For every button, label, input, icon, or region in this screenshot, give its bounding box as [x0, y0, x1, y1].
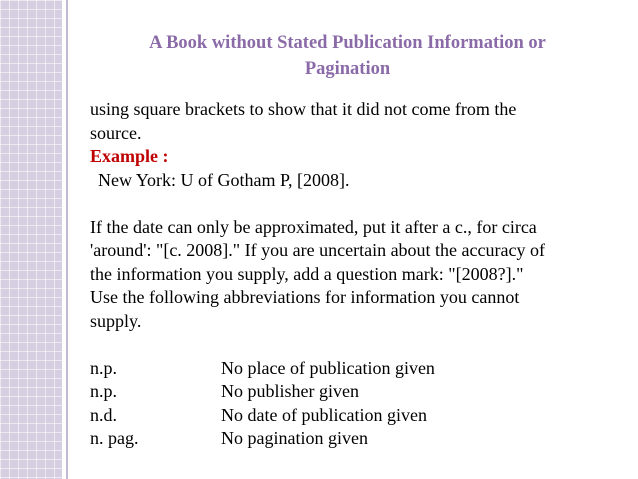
abbreviation-code: n.p.	[90, 357, 117, 378]
title-line-2: Pagination	[304, 59, 391, 79]
spacer	[90, 333, 630, 357]
abbreviation-row	[90, 357, 630, 381]
sidebar-divider	[66, 0, 68, 479]
abbreviation-row	[90, 404, 630, 428]
abbreviation-meaning: No date of publication given	[221, 404, 427, 425]
spacer	[90, 192, 630, 216]
abbreviation-code: n.d.	[90, 404, 117, 425]
abbreviation-meaning: No publisher given	[221, 381, 359, 401]
example-citation: New York: U of Gotham P, [2008].	[98, 169, 350, 190]
paragraph-line-2: 'around': "[c. 2008]." If you are uncertain about the accuracy of	[90, 240, 545, 260]
abbreviation-code: n.p.	[90, 381, 117, 401]
abbreviation-meaning: No place of publication given	[221, 357, 435, 378]
example-label: Example :	[90, 146, 169, 166]
intro-line-1: using square brackets to show that it did not come from the	[90, 99, 517, 119]
abbreviation-meaning: No pagination given	[221, 428, 368, 448]
paragraph-line-1: If the date can only be approximated, put it after a c., for circa	[90, 216, 537, 237]
slide-body	[90, 98, 630, 451]
abbreviation-code: n. pag.	[90, 428, 139, 448]
decorative-sidebar	[0, 0, 62, 479]
paragraph-line-3: the information you supply, add a question mark: "[2008?]."	[90, 263, 524, 284]
paragraph-line-4: Use the following abbreviations for information you cannot	[90, 287, 520, 307]
abbreviation-row	[90, 380, 630, 404]
paragraph-line-5: supply.	[90, 310, 142, 331]
intro-line-2: source.	[90, 122, 142, 143]
abbreviation-row	[90, 427, 630, 451]
slide-title	[80, 30, 615, 82]
title-line-1: A Book without Stated Publication Information or	[149, 33, 546, 53]
